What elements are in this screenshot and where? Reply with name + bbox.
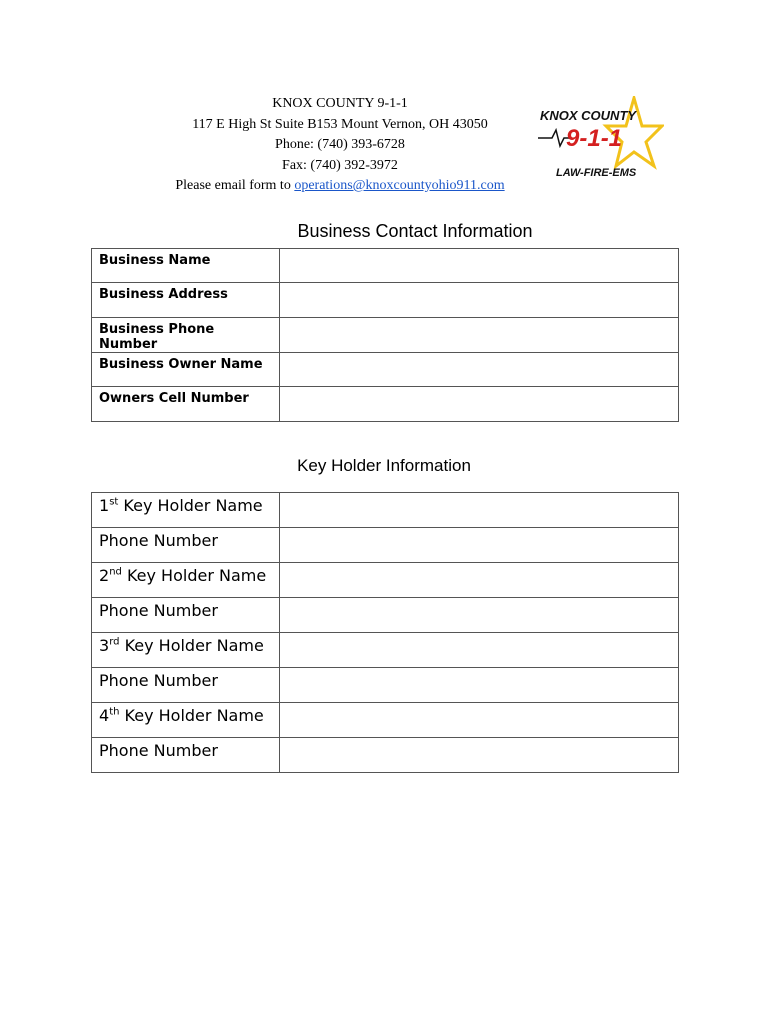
business-address-field[interactable] — [280, 283, 679, 317]
keyholder-4-name-field[interactable] — [280, 703, 679, 738]
table-row — [92, 249, 679, 283]
table-row — [92, 563, 679, 598]
keyholder-1-phone-field[interactable] — [280, 528, 679, 563]
logo-top-text: KNOX COUNTY — [540, 108, 637, 123]
table-row — [92, 493, 679, 528]
keyholder-2-name-field[interactable] — [280, 563, 679, 598]
keyholder-4-phone-field[interactable] — [280, 738, 679, 773]
email-instruction — [140, 176, 540, 197]
table-row — [92, 668, 679, 703]
agency-name: KNOX COUNTY 9-1-1 — [272, 96, 408, 111]
table-row — [92, 317, 679, 352]
agency-phone: Phone: (740) 393-6728 — [275, 137, 405, 152]
field-label: 4th Key Holder Name — [92, 703, 280, 738]
field-label: Phone Number — [92, 528, 280, 563]
agency-header — [140, 94, 540, 197]
keyholder-3-name-field[interactable] — [280, 633, 679, 668]
field-label: Business Owner Name — [92, 352, 280, 386]
field-label: Business Address — [92, 283, 280, 317]
logo-number: 9-1-1 — [566, 125, 623, 152]
table-row — [92, 283, 679, 317]
keyholder-1-name-field[interactable] — [280, 493, 679, 528]
owner-cell-field[interactable] — [280, 387, 679, 421]
field-label: Phone Number — [92, 738, 280, 773]
key-holder-table — [91, 492, 679, 773]
email-link[interactable]: operations@knoxcountyohio911.com — [294, 178, 505, 193]
business-name-field[interactable] — [280, 249, 679, 283]
agency-address: 117 E High St Suite B153 Mount Vernon, OH 43050 — [192, 116, 488, 132]
table-row — [92, 528, 679, 563]
table-row — [92, 633, 679, 668]
keyholder-section-title: Key Holder Information — [297, 456, 471, 475]
field-label: 1st Key Holder Name — [92, 493, 280, 528]
business-contact-table — [91, 248, 679, 422]
table-row — [92, 352, 679, 386]
table-row — [92, 598, 679, 633]
email-prefix: Please email form to — [175, 178, 295, 193]
business-phone-field[interactable] — [280, 317, 679, 352]
keyholder-3-phone-field[interactable] — [280, 668, 679, 703]
field-label: Owners Cell Number — [92, 387, 280, 421]
field-label: 3rd Key Holder Name — [92, 633, 280, 668]
field-label: Business Phone Number — [92, 317, 280, 352]
table-row — [92, 387, 679, 421]
business-owner-field[interactable] — [280, 352, 679, 386]
knox-county-911-logo — [536, 96, 664, 182]
keyholder-2-phone-field[interactable] — [280, 598, 679, 633]
field-label: Phone Number — [92, 668, 280, 703]
table-row — [92, 703, 679, 738]
table-row — [92, 738, 679, 773]
field-label: 2nd Key Holder Name — [92, 563, 280, 598]
logo-bottom-text: LAW-FIRE-EMS — [556, 167, 637, 179]
field-label: Business Name — [92, 249, 280, 283]
business-section-title: Business Contact Information — [297, 221, 533, 241]
agency-fax: Fax: (740) 392-3972 — [282, 157, 398, 173]
field-label: Phone Number — [92, 598, 280, 633]
